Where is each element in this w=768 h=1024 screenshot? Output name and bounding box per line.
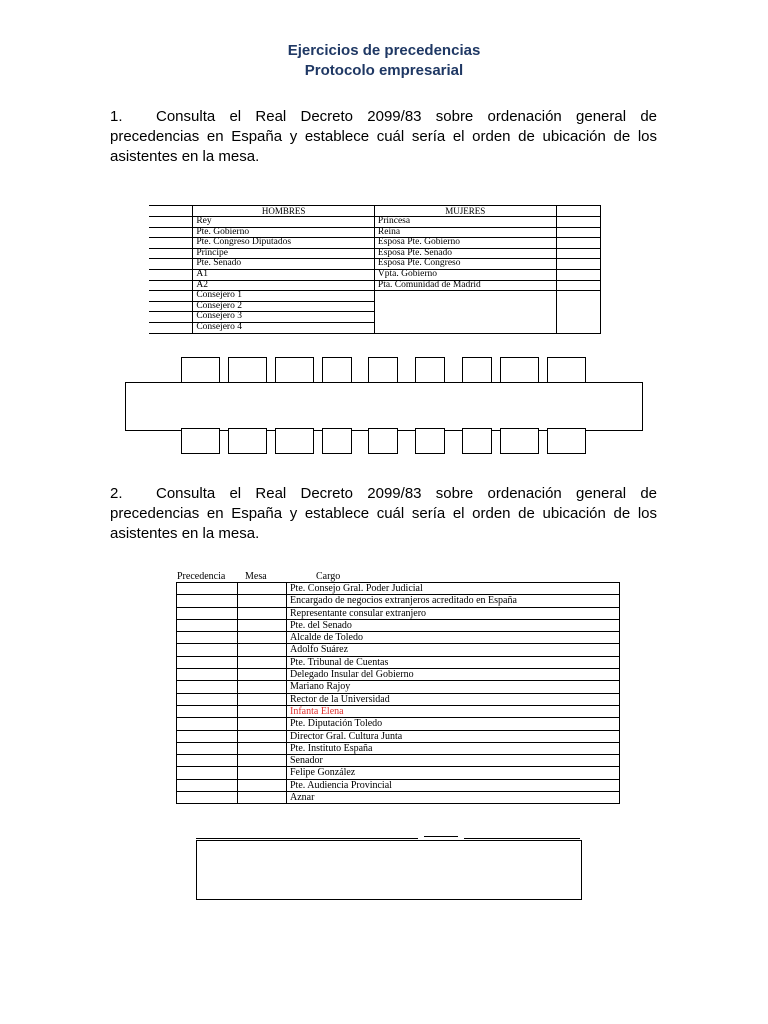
cargo-cell: Director Gral. Cultura Junta <box>287 730 620 742</box>
table-row <box>149 248 601 259</box>
seat-top-7[interactable] <box>462 357 492 383</box>
mesa-cell[interactable] <box>238 718 287 730</box>
seat-top-2[interactable] <box>228 357 267 383</box>
cargo-cell: Encargado de negocios extranjeros acreditado en España <box>287 595 620 607</box>
table-row <box>177 632 620 644</box>
header-precedencia: Precedencia <box>177 571 226 582</box>
header-hombres: HOMBRES <box>193 206 375 217</box>
answer-cell-men[interactable] <box>149 238 193 249</box>
table-row <box>177 607 620 619</box>
mesa-cell[interactable] <box>238 767 287 779</box>
header-mesa: Mesa <box>245 571 267 582</box>
header-cargo: Cargo <box>316 571 341 582</box>
table-row <box>177 767 620 779</box>
cargo-cell: Pte. Instituto España <box>287 742 620 754</box>
answer-cell-men[interactable] <box>149 248 193 259</box>
women-guest-cell: Esposa Pte. Congreso <box>374 259 556 270</box>
seat-bottom-2[interactable] <box>228 428 267 454</box>
precedence-cell[interactable] <box>177 792 238 804</box>
cargo-cell: Pte. del Senado <box>287 619 620 631</box>
precedence-cell[interactable] <box>177 742 238 754</box>
empty-cell <box>374 301 556 312</box>
table-row <box>177 644 620 656</box>
table-row <box>177 755 620 767</box>
women-guest-cell: Esposa Pte. Senado <box>374 248 556 259</box>
mesa-cell[interactable] <box>238 792 287 804</box>
precedence-cell[interactable] <box>177 583 238 595</box>
cargo-cell: Mariano Rajoy <box>287 681 620 693</box>
table-row <box>149 291 601 302</box>
answer-cell-men[interactable] <box>149 312 193 323</box>
mesa-cell[interactable] <box>238 755 287 767</box>
answer-cell-women[interactable] <box>556 248 600 259</box>
seat-top-3[interactable] <box>275 357 314 383</box>
table-row <box>149 259 601 270</box>
table-row <box>177 730 620 742</box>
empty-cell <box>556 291 600 302</box>
mesa-cell[interactable] <box>238 632 287 644</box>
answer-cell-women[interactable] <box>556 280 600 291</box>
precedence-cell[interactable] <box>177 681 238 693</box>
table-row <box>177 742 620 754</box>
cargo-cell: Aznar <box>287 792 620 804</box>
precedence-cell[interactable] <box>177 705 238 717</box>
mesa-cell[interactable] <box>238 681 287 693</box>
answer-cell-men[interactable] <box>149 280 193 291</box>
seat-bottom-7[interactable] <box>462 428 492 454</box>
exercise-2-text: Consulta el Real Decreto 2099/83 sobre ordenación general de precedencias en España y establece cuál sería el orden de ubicación de los asistentes en la mesa. <box>110 485 657 542</box>
men-guest-cell: Pte. Senado <box>193 259 375 270</box>
women-guest-cell: Vpta. Gobierno <box>374 269 556 280</box>
table-row <box>177 656 620 668</box>
mesa-cell[interactable] <box>238 669 287 681</box>
table-row <box>149 227 601 238</box>
table-row <box>149 238 601 249</box>
cargo-cell: Rector de la Universidad <box>287 693 620 705</box>
mesa-cell[interactable] <box>238 644 287 656</box>
precedence-cell[interactable] <box>177 607 238 619</box>
men-guest-cell: Pte. Congreso Diputados <box>193 238 375 249</box>
precedence-cell[interactable] <box>177 693 238 705</box>
table-row <box>149 217 601 228</box>
mesa-cell[interactable] <box>238 779 287 791</box>
precedence-cell[interactable] <box>177 767 238 779</box>
mesa-cell[interactable] <box>238 595 287 607</box>
answer-cell-women[interactable] <box>556 227 600 238</box>
seat-bottom-3[interactable] <box>275 428 314 454</box>
seat-bottom-1[interactable] <box>181 428 220 454</box>
table-row <box>177 705 620 717</box>
precedence-cell[interactable] <box>177 779 238 791</box>
answer-cell-men[interactable] <box>149 269 193 280</box>
table-row <box>149 301 601 312</box>
document-subtitle: Protocolo empresarial <box>304 62 464 79</box>
cargo-cell: Alcalde de Toledo <box>287 632 620 644</box>
men-guest-cell: Consejero 2 <box>193 301 375 312</box>
table-row <box>149 280 601 291</box>
men-guest-cell: Príncipe <box>193 248 375 259</box>
seat-bottom-5[interactable] <box>368 428 398 454</box>
mesa-cell[interactable] <box>238 693 287 705</box>
cargo-cell: Representante consular extranjero <box>287 607 620 619</box>
table-row <box>177 595 620 607</box>
table-row <box>177 792 620 804</box>
precedence-cell[interactable] <box>177 644 238 656</box>
empty-cell <box>374 291 556 302</box>
precedence-table-1 <box>149 205 601 334</box>
answer-cell-men[interactable] <box>149 291 193 302</box>
precedence-cell[interactable] <box>177 632 238 644</box>
table-row <box>177 779 620 791</box>
men-guest-cell: A1 <box>193 269 375 280</box>
answer-cell-women[interactable] <box>556 259 600 270</box>
table-row <box>177 718 620 730</box>
mesa-cell[interactable] <box>238 583 287 595</box>
women-guest-cell: Esposa Pte. Gobierno <box>374 238 556 249</box>
men-guest-cell: Pte. Gobierno <box>193 227 375 238</box>
cargo-cell: Delegado Insular del Gobierno <box>287 669 620 681</box>
women-guest-cell: Princesa <box>374 217 556 228</box>
table-row <box>177 619 620 631</box>
seat-line-3 <box>464 838 580 839</box>
answer-cell-men[interactable] <box>149 227 193 238</box>
precedence-table-2 <box>176 582 620 804</box>
table-row <box>149 269 601 280</box>
seat-bottom-4[interactable] <box>322 428 352 454</box>
mesa-cell[interactable] <box>238 705 287 717</box>
empty-cell <box>374 312 556 323</box>
mesa-cell[interactable] <box>238 656 287 668</box>
header-mujeres: MUJERES <box>374 206 556 217</box>
seat-top-1[interactable] <box>181 357 220 383</box>
seat-bottom-9[interactable] <box>547 428 586 454</box>
mesa-cell[interactable] <box>238 619 287 631</box>
cargo-cell: Infanta Elena <box>287 705 620 717</box>
precedence-cell[interactable] <box>177 595 238 607</box>
men-guest-cell: Rey <box>193 217 375 228</box>
exercise-2-statement <box>110 484 657 544</box>
table-row <box>177 669 620 681</box>
seat-line-2 <box>424 836 458 837</box>
men-guest-cell: A2 <box>193 280 375 291</box>
seat-bottom-8[interactable] <box>500 428 539 454</box>
table-board-1 <box>125 382 643 431</box>
precedence-cell[interactable] <box>177 730 238 742</box>
precedence-cell[interactable] <box>177 656 238 668</box>
table-row <box>177 583 620 595</box>
table-row <box>149 312 601 323</box>
precedence-cell[interactable] <box>177 669 238 681</box>
empty-cell <box>556 322 600 333</box>
answer-cell-women[interactable] <box>556 217 600 228</box>
cargo-cell: Pte. Tribunal de Cuentas <box>287 656 620 668</box>
cargo-cell: Adolfo Suárez <box>287 644 620 656</box>
seat-top-8[interactable] <box>500 357 539 383</box>
answer-cell-men[interactable] <box>149 217 193 228</box>
cargo-cell: Pte. Audiencia Provincial <box>287 779 620 791</box>
answer-cell-women[interactable] <box>556 269 600 280</box>
answer-cell-men[interactable] <box>149 301 193 312</box>
table-row <box>177 693 620 705</box>
cargo-cell: Pte. Diputación Toledo <box>287 718 620 730</box>
table-row <box>149 322 601 333</box>
precedence-cell[interactable] <box>177 619 238 631</box>
seat-top-4[interactable] <box>322 357 352 383</box>
exercise-1-text: Consulta el Real Decreto 2099/83 sobre ordenación general de precedencias en España y establece cuál sería el orden de ubicación de los asistentes en la mesa. <box>110 108 657 165</box>
women-guest-cell: Reina <box>374 227 556 238</box>
table-board-2 <box>196 840 582 900</box>
table-row <box>177 681 620 693</box>
precedence-cell[interactable] <box>177 718 238 730</box>
answer-cell-men[interactable] <box>149 259 193 270</box>
men-guest-cell: Consejero 3 <box>193 312 375 323</box>
seat-top-9[interactable] <box>547 357 586 383</box>
men-guest-cell: Consejero 1 <box>193 291 375 302</box>
cargo-cell: Senador <box>287 755 620 767</box>
empty-cell <box>374 322 556 333</box>
exercise-1-number: 1. <box>110 108 123 125</box>
exercise-1-statement <box>110 107 657 167</box>
mesa-cell[interactable] <box>238 730 287 742</box>
answer-cell-women[interactable] <box>556 238 600 249</box>
exercise-2-number: 2. <box>110 485 123 502</box>
empty-cell <box>556 301 600 312</box>
seat-line-1 <box>196 838 418 839</box>
seat-top-5[interactable] <box>368 357 398 383</box>
mesa-cell[interactable] <box>238 607 287 619</box>
answer-cell-men[interactable] <box>149 322 193 333</box>
mesa-cell[interactable] <box>238 742 287 754</box>
precedence-cell[interactable] <box>177 755 238 767</box>
cargo-cell: Felipe González <box>287 767 620 779</box>
cargo-cell: Pte. Consejo Gral. Poder Judicial <box>287 583 620 595</box>
men-guest-cell: Consejero 4 <box>193 322 375 333</box>
empty-cell <box>556 312 600 323</box>
seat-top-6[interactable] <box>415 357 445 383</box>
women-guest-cell: Pta. Comunidad de Madrid <box>374 280 556 291</box>
seat-bottom-6[interactable] <box>415 428 445 454</box>
document-title: Ejercicios de precedencias <box>287 42 481 59</box>
